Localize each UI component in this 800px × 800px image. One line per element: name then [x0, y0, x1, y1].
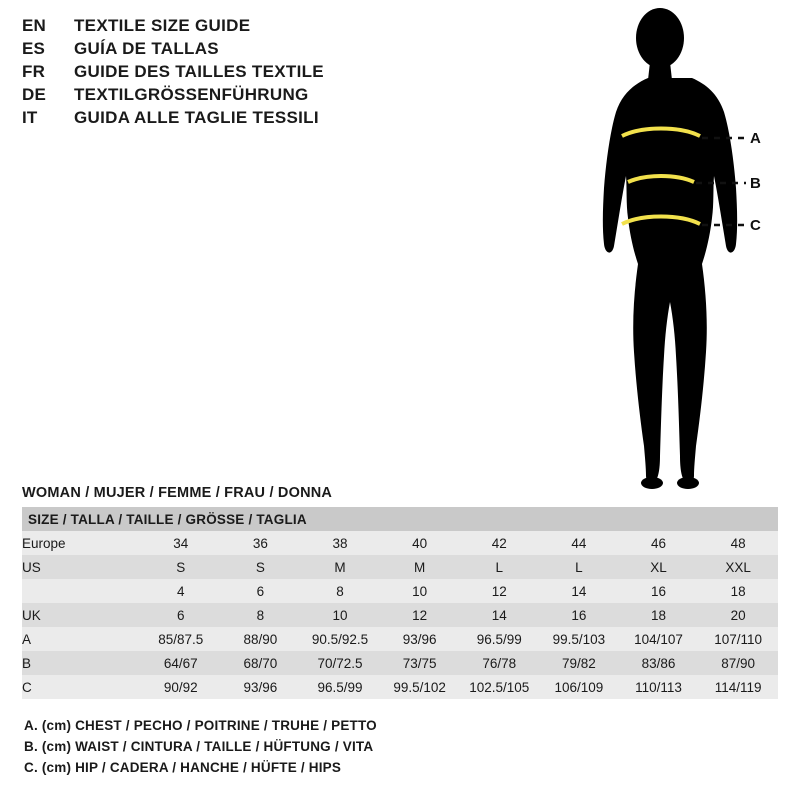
table-cell: 12	[380, 603, 460, 627]
row-label: Europe	[22, 531, 141, 555]
table-row	[22, 555, 778, 579]
title-text: GUIDE DES TAILLES TEXTILE	[74, 62, 324, 81]
table-cell: 73/75	[380, 651, 460, 675]
table-cell: 42	[459, 531, 539, 555]
table-cell: S	[221, 555, 301, 579]
table-cell: 10	[380, 579, 460, 603]
table-row	[22, 675, 778, 699]
table-cell: 90/92	[141, 675, 221, 699]
title-lang-code: DE	[22, 85, 47, 104]
table-cell: 96.5/99	[459, 627, 539, 651]
table-cell: 68/70	[221, 651, 301, 675]
table-cell: 96.5/99	[300, 675, 380, 699]
legend-item-a: A. (cm) CHEST / PECHO / POITRINE / TRUHE / PETTO	[24, 718, 377, 733]
table-row	[22, 651, 778, 675]
table-cell: 36	[221, 531, 301, 555]
table-cell: 14	[539, 579, 619, 603]
table-cell: 64/67	[141, 651, 221, 675]
title-text: GUÍA DE TALLAS	[74, 39, 219, 58]
table-cell: 114/119	[698, 675, 778, 699]
title-row	[22, 39, 542, 59]
table-cell: 38	[300, 531, 380, 555]
table-cell: 44	[539, 531, 619, 555]
measure-label-b: B	[750, 175, 761, 192]
row-label: US	[22, 555, 141, 579]
table-cell: 6	[141, 603, 221, 627]
table-cell: 90.5/92.5	[300, 627, 380, 651]
title-row	[22, 62, 542, 82]
table-section-heading: WOMAN / MUJER / FEMME / FRAU / DONNA	[22, 485, 333, 501]
table-cell: 83/86	[619, 651, 699, 675]
row-label: B	[22, 651, 141, 675]
table-row	[22, 579, 778, 603]
table-cell: 40	[380, 531, 460, 555]
row-label: A	[22, 627, 141, 651]
table-cell: 102.5/105	[459, 675, 539, 699]
table-cell: 4	[141, 579, 221, 603]
title-lang-code: FR	[22, 62, 46, 81]
table-cell: 99.5/102	[380, 675, 460, 699]
table-cell: XXL	[698, 555, 778, 579]
table-cell: L	[459, 555, 539, 579]
row-label	[22, 579, 141, 603]
title-row	[22, 108, 542, 128]
table-cell: 104/107	[619, 627, 699, 651]
row-label: C	[22, 675, 141, 699]
title-lang-code: IT	[22, 108, 38, 127]
title-lang-code: ES	[22, 39, 46, 58]
title-row	[22, 16, 542, 36]
measure-label-c: C	[750, 217, 761, 234]
table-cell: 48	[698, 531, 778, 555]
row-label: UK	[22, 603, 141, 627]
measure-label-a: A	[750, 130, 761, 147]
table-cell: 18	[619, 603, 699, 627]
title-text: TEXTILE SIZE GUIDE	[74, 16, 251, 35]
table-row	[22, 603, 778, 627]
size-table-area	[22, 485, 778, 699]
title-text: GUIDA ALLE TAGLIE TESSILI	[74, 108, 319, 127]
table-cell: 76/78	[459, 651, 539, 675]
table-row	[22, 627, 778, 651]
legend-item-c: C. (cm) HIP / CADERA / HANCHE / HÜFTE / HIPS	[24, 760, 342, 775]
table-cell: 34	[141, 531, 221, 555]
table-cell: M	[300, 555, 380, 579]
table-header-row	[22, 507, 778, 531]
table-cell: 99.5/103	[539, 627, 619, 651]
table-cell: 18	[698, 579, 778, 603]
table-cell: 93/96	[221, 675, 301, 699]
table-cell: M	[380, 555, 460, 579]
table-cell: 20	[698, 603, 778, 627]
table-cell: 14	[459, 603, 539, 627]
table-cell: 46	[619, 531, 699, 555]
table-row	[22, 531, 778, 555]
table-cell: L	[539, 555, 619, 579]
female-silhouette-icon	[560, 0, 800, 500]
table-cell: 70/72.5	[300, 651, 380, 675]
size-guide-title-block	[22, 16, 542, 131]
table-cell: 8	[221, 603, 301, 627]
title-text: TEXTILGRÖSSENFÜHRUNG	[74, 85, 309, 104]
table-cell: 79/82	[539, 651, 619, 675]
table-cell: 8	[300, 579, 380, 603]
table-cell: 106/109	[539, 675, 619, 699]
table-cell: 88/90	[221, 627, 301, 651]
title-row	[22, 85, 542, 105]
size-table	[22, 507, 778, 699]
table-cell: 10	[300, 603, 380, 627]
table-header-label: SIZE / TALLA / TAILLE / GRÖSSE / TAGLIA	[22, 507, 778, 531]
table-cell: S	[141, 555, 221, 579]
table-cell: 85/87.5	[141, 627, 221, 651]
table-cell: 93/96	[380, 627, 460, 651]
table-cell: 16	[539, 603, 619, 627]
legend-item-b: B. (cm) WAIST / CINTURA / TAILLE / HÜFTUNG / VITA	[24, 739, 374, 754]
table-cell: XL	[619, 555, 699, 579]
table-cell: 87/90	[698, 651, 778, 675]
table-cell: 12	[459, 579, 539, 603]
body-measurement-figure	[560, 0, 800, 500]
table-cell: 110/113	[619, 675, 699, 699]
table-cell: 16	[619, 579, 699, 603]
table-cell: 6	[221, 579, 301, 603]
measurement-legend	[24, 718, 624, 781]
title-lang-code: EN	[22, 16, 47, 35]
table-cell: 107/110	[698, 627, 778, 651]
